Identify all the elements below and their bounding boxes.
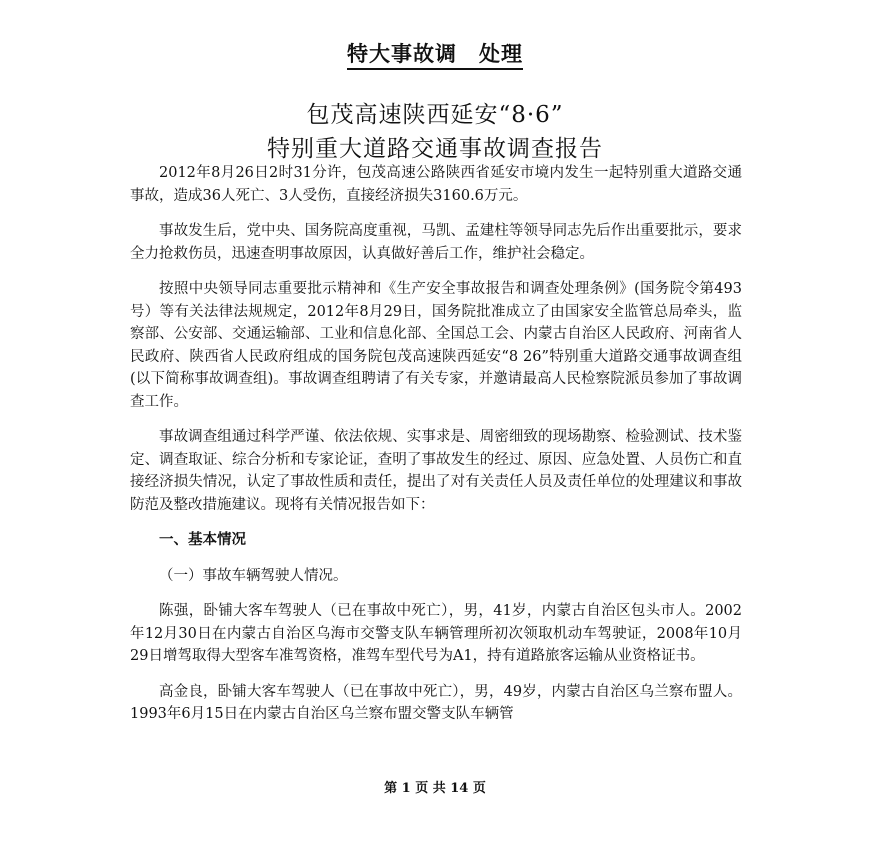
report-title-line1: 包茂高速陕西延安“8·6” <box>306 102 564 128</box>
paragraph-summary: 2012年8月26日2时31分许，包茂高速公路陕西省延安市境内发生一起特别重大道路交通事故，造成36人死亡、3人受伤，直接经济损失3160.6万元。 <box>130 165 742 204</box>
report-body <box>130 162 742 739</box>
paragraph-investigation-method: 事故调查组通过科学严谨、依法依规、实事求是、周密细致的现场勘察、检验测试、技术鉴定、调查取证、综合分析和专家论证，查明了事故发生的经过、原因、应急处置、人员伤亡和直接经济损失情况，认定了事故性质和责任，提出了对有关责任人员及责任单位的处理建议和事故防范及整改措施建议。现将有关情况报告如下： <box>130 429 742 513</box>
paragraph-driver-gao: 高金良，卧铺大客车驾驶人（已在事故中死亡），男，49岁，内蒙古自治区乌兰察布盟人。1993年6月15日在内蒙古自治区乌兰察布盟交警支队车辆管 <box>130 683 742 722</box>
paragraph-driver-chen: 陈强，卧铺大客车驾驶人（已在事故中死亡），男，41岁，内蒙古自治区包头市人。2002年12月30日在内蒙古自治区乌海市交警支队车辆管理所初次领取机动车驾驶证，2008年10月29日增驾取得大型客车准驾资格，准驾车型代号为A1，持有道路旅客运输从业资格证书。 <box>130 603 742 664</box>
report-title-line2: 特别重大道路交通事故调查报告 <box>267 136 603 162</box>
page-footer: 第 1 页 共 14 页 <box>384 781 486 796</box>
paragraph-investigation-team: 按照中央领导同志重要批示精神和《生产安全事故报告和调查处理条例》(国务院令第493号）等有关法律法规规定，2012年8月29日，国务院批准成立了由国家安全监管总局牵头，监察部、公安部、交通运输部、工业和信息化部、全国总工会、内蒙古自治区人民政府、河南省人民政府、陕西省人民政府组成的国务院包茂高速陕西延安“8 26”特别重大道路交通事故调查组(以下简称事故调查组)。事故调查组聘请了有关专家，并邀请最高人民检察院派员参加了事故调查工作。 <box>130 281 742 410</box>
subsection-heading-drivers: （一）事故车辆驾驶人情况。 <box>159 567 348 584</box>
section-heading-basic-info: 一、基本情况 <box>159 532 246 548</box>
header-title <box>0 38 870 68</box>
header-title-text: 特大事故调 处理 <box>347 41 523 70</box>
paragraph-response: 事故发生后，党中央、国务院高度重视，马凯、孟建柱等领导同志先后作出重要批示，要求全力抢救伤员，迅速查明事故原因，认真做好善后工作，维护社会稳定。 <box>130 223 742 262</box>
